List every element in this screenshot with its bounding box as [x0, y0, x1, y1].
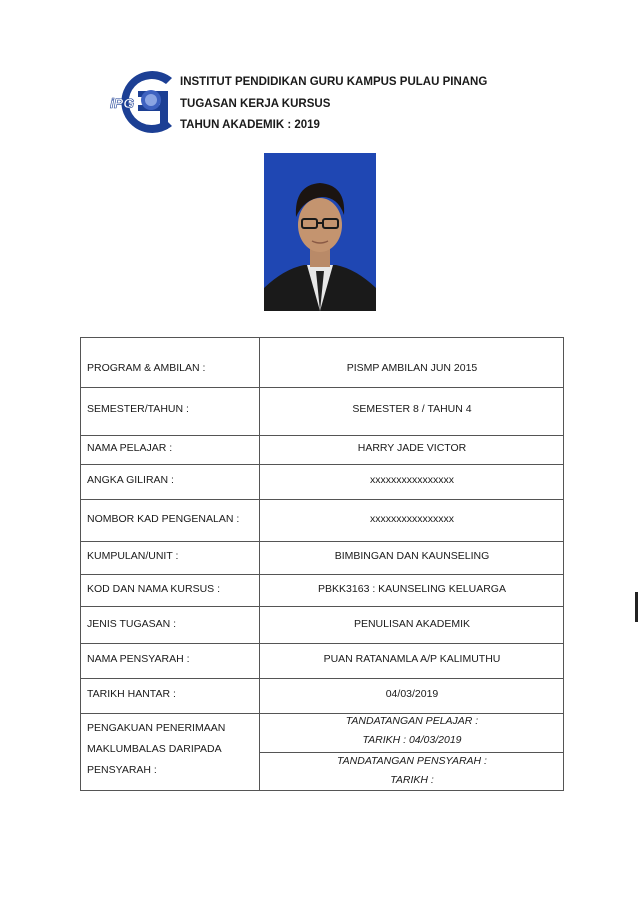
lecturer-signature-field: TANDATANGAN PENSYARAH : [337, 755, 487, 767]
label-ic-number: NOMBOR KAD PENGENALAN : [87, 513, 240, 525]
student-date-field: TARIKH : 04/03/2019 [362, 734, 462, 746]
value-course: PBKK3163 : KAUNSELING KELUARGA [318, 583, 506, 595]
table-row-divider [80, 678, 564, 679]
label-program: PROGRAM & AMBILAN : [87, 362, 206, 374]
value-student-name: HARRY JADE VICTOR [357, 442, 467, 454]
label-acknowledgement-line-3: PENSYARAH : [87, 764, 157, 776]
table-row-divider [80, 387, 564, 388]
value-semester: SEMESTER 8 / TAHUN 4 [352, 403, 472, 415]
student-photo [264, 153, 376, 311]
table-row-divider [80, 606, 564, 607]
svg-text:iPG: iPG [110, 95, 135, 111]
table-row-divider [80, 464, 564, 465]
table-row-divider [80, 541, 564, 542]
label-group-unit: KUMPULAN/UNIT : [87, 550, 179, 562]
value-program: PISMP AMBILAN JUN 2015 [346, 362, 478, 374]
label-index-number: ANGKA GILIRAN : [87, 474, 174, 486]
table-row-divider [80, 435, 564, 436]
student-signature-field: TANDATANGAN PELAJAR : [345, 715, 479, 727]
ipg-logo-graphic [108, 64, 178, 140]
academic-year: TAHUN AKADEMIK : 2019 [180, 119, 320, 131]
table-row-divider [80, 574, 564, 575]
value-submission-date: 04/03/2019 [385, 688, 439, 700]
label-lecturer-name: NAMA PENSYARAH : [87, 653, 190, 665]
student-photo-graphic [264, 153, 376, 311]
label-submission-date: TARIKH HANTAR : [87, 688, 176, 700]
lecturer-date-field: TARIKH : [390, 774, 434, 786]
label-acknowledgement-line-2: MAKLUMBALAS DARIPADA [87, 743, 222, 755]
header [180, 74, 487, 139]
value-index-number: xxxxxxxxxxxxxxxx [370, 474, 454, 486]
label-course: KOD DAN NAMA KURSUS : [87, 583, 221, 595]
table-row-divider [260, 752, 564, 753]
label-semester: SEMESTER/TAHUN : [87, 403, 189, 415]
table-row-divider [80, 713, 564, 714]
ipg-logo [108, 64, 178, 140]
value-group-unit: BIMBINGAN DAN KAUNSELING [334, 550, 490, 562]
label-assignment-type: JENIS TUGASAN : [87, 618, 177, 630]
label-acknowledgement-line-1: PENGAKUAN PENERIMAAN [87, 722, 226, 734]
assignment-title: TUGASAN KERJA KURSUS [180, 97, 331, 110]
value-ic-number: xxxxxxxxxxxxxxxx [370, 513, 454, 525]
table-row-divider [80, 499, 564, 500]
value-assignment-type: PENULISAN AKADEMIK [353, 618, 471, 630]
value-lecturer-name: PUAN RATANAMLA A/P KALIMUTHU [323, 653, 501, 665]
table-row-divider [80, 643, 564, 644]
institution-name: INSTITUT PENDIDIKAN GURU KAMPUS PULAU PINANG [180, 76, 488, 88]
label-student-name: NAMA PELAJAR : [87, 442, 173, 454]
